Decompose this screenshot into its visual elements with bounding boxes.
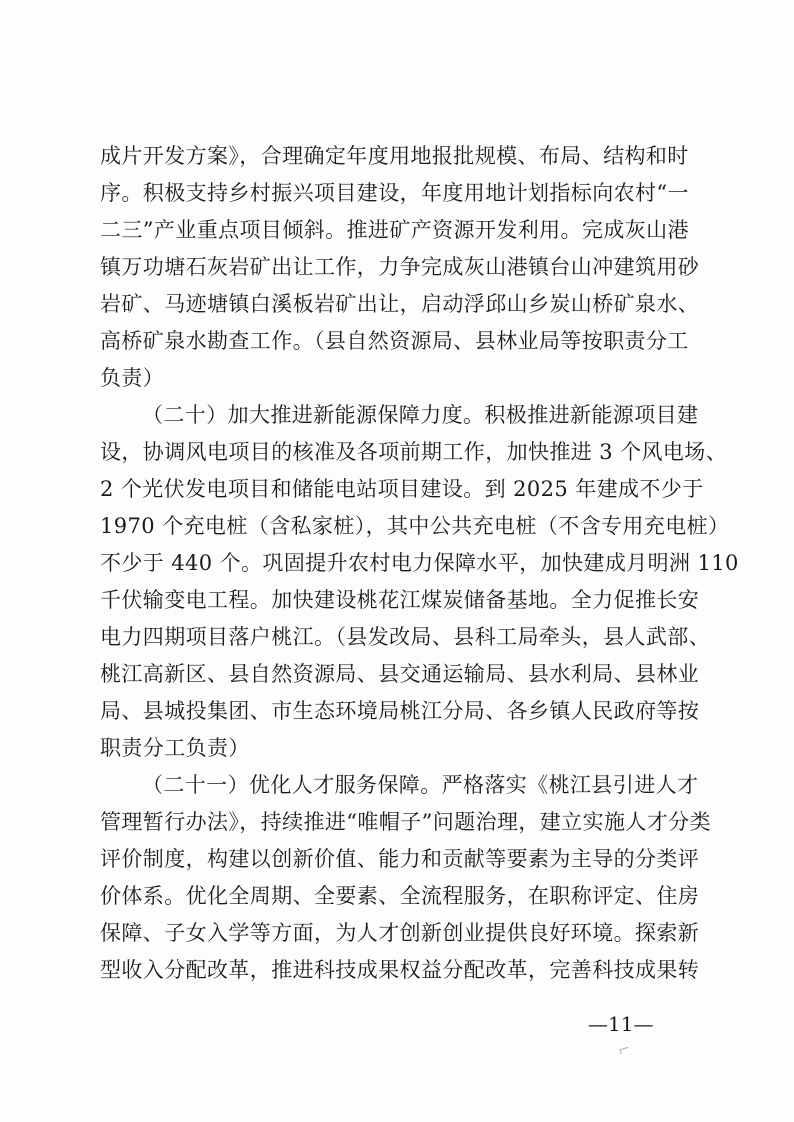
text-line: 桃江高新区、县自然资源局、县交通运输局、县水利局、县林业 — [100, 662, 700, 686]
text-line: 二三”产业重点项目倾斜。推进矿产资源开发利用。完成灰山港 — [100, 218, 689, 242]
text-line: 镇万功塘石灰岩矿出让工作，力争完成灰山港镇台山冲建筑用砂 — [100, 255, 700, 279]
text-line: 设，协调风电项目的核准及各项前期工作，加快推进 3 个风电场、 — [100, 440, 728, 464]
text-line: 局、县城投集团、市生态环境局桃江分局、各乡镇人民政府等按 — [100, 699, 700, 723]
text-line: 序。积极支持乡村振兴项目建设，年度用地计划指标向农村“一 — [100, 181, 689, 205]
text-line: 保障、子女入学等方面，为人才创新创业提供良好环境。探索新 — [100, 921, 700, 945]
section-heading-line: （二十一）优化人才服务保障。严格落实《桃江县引进人才 — [142, 773, 699, 797]
text-line: 2 个光伏发电项目和储能电站项目建设。到 2025 年建成不少于 — [100, 477, 704, 501]
text-line: 岩矿、马迹塘镇白溪板岩矿出让，启动浮邱山乡炭山桥矿泉水、 — [100, 292, 700, 316]
text-line: 型收入分配改革，推进科技成果权益分配改革，完善科技成果转 — [100, 958, 700, 982]
text-line: 管理暂行办法》，持续推进“唯帽子”问题治理，建立实施人才分类 — [100, 810, 711, 834]
page-number: —11— — [588, 1012, 654, 1036]
text-line: 高桥矿泉水勘查工作。（县自然资源局、县林业局等按职责分工 — [100, 329, 689, 353]
text-line: 价体系。优化全周期、全要素、全流程服务，在职称评定、住房 — [100, 884, 700, 908]
text-line: 千伏输变电工程。加快建设桃花江煤炭储备基地。全力促推长安 — [100, 588, 700, 612]
text-line: 成片开发方案》，合理确定年度用地报批规模、布局、结构和时 — [100, 144, 689, 168]
text-line: 电力四期项目落户桃江。（县发改局、县科工局牵头，县人武部、 — [100, 625, 711, 649]
scan-speck — [620, 1047, 630, 1054]
text-line: 不少于 440 个。巩固提升农村电力保障水平，加快建成月明洲 110 — [100, 551, 739, 575]
text-line: 评价制度，构建以创新价值、能力和贡献等要素为主导的分类评 — [100, 847, 700, 871]
text-line: 负责） — [100, 366, 165, 390]
section-heading-line: （二十）加大推进新能源保障力度。积极推进新能源项目建 — [142, 403, 699, 427]
text-line: 1970 个充电桩（含私家桩），其中公共充电桩（不含专用充电桩） — [100, 514, 730, 538]
text-line: 职责分工负责） — [100, 736, 250, 760]
